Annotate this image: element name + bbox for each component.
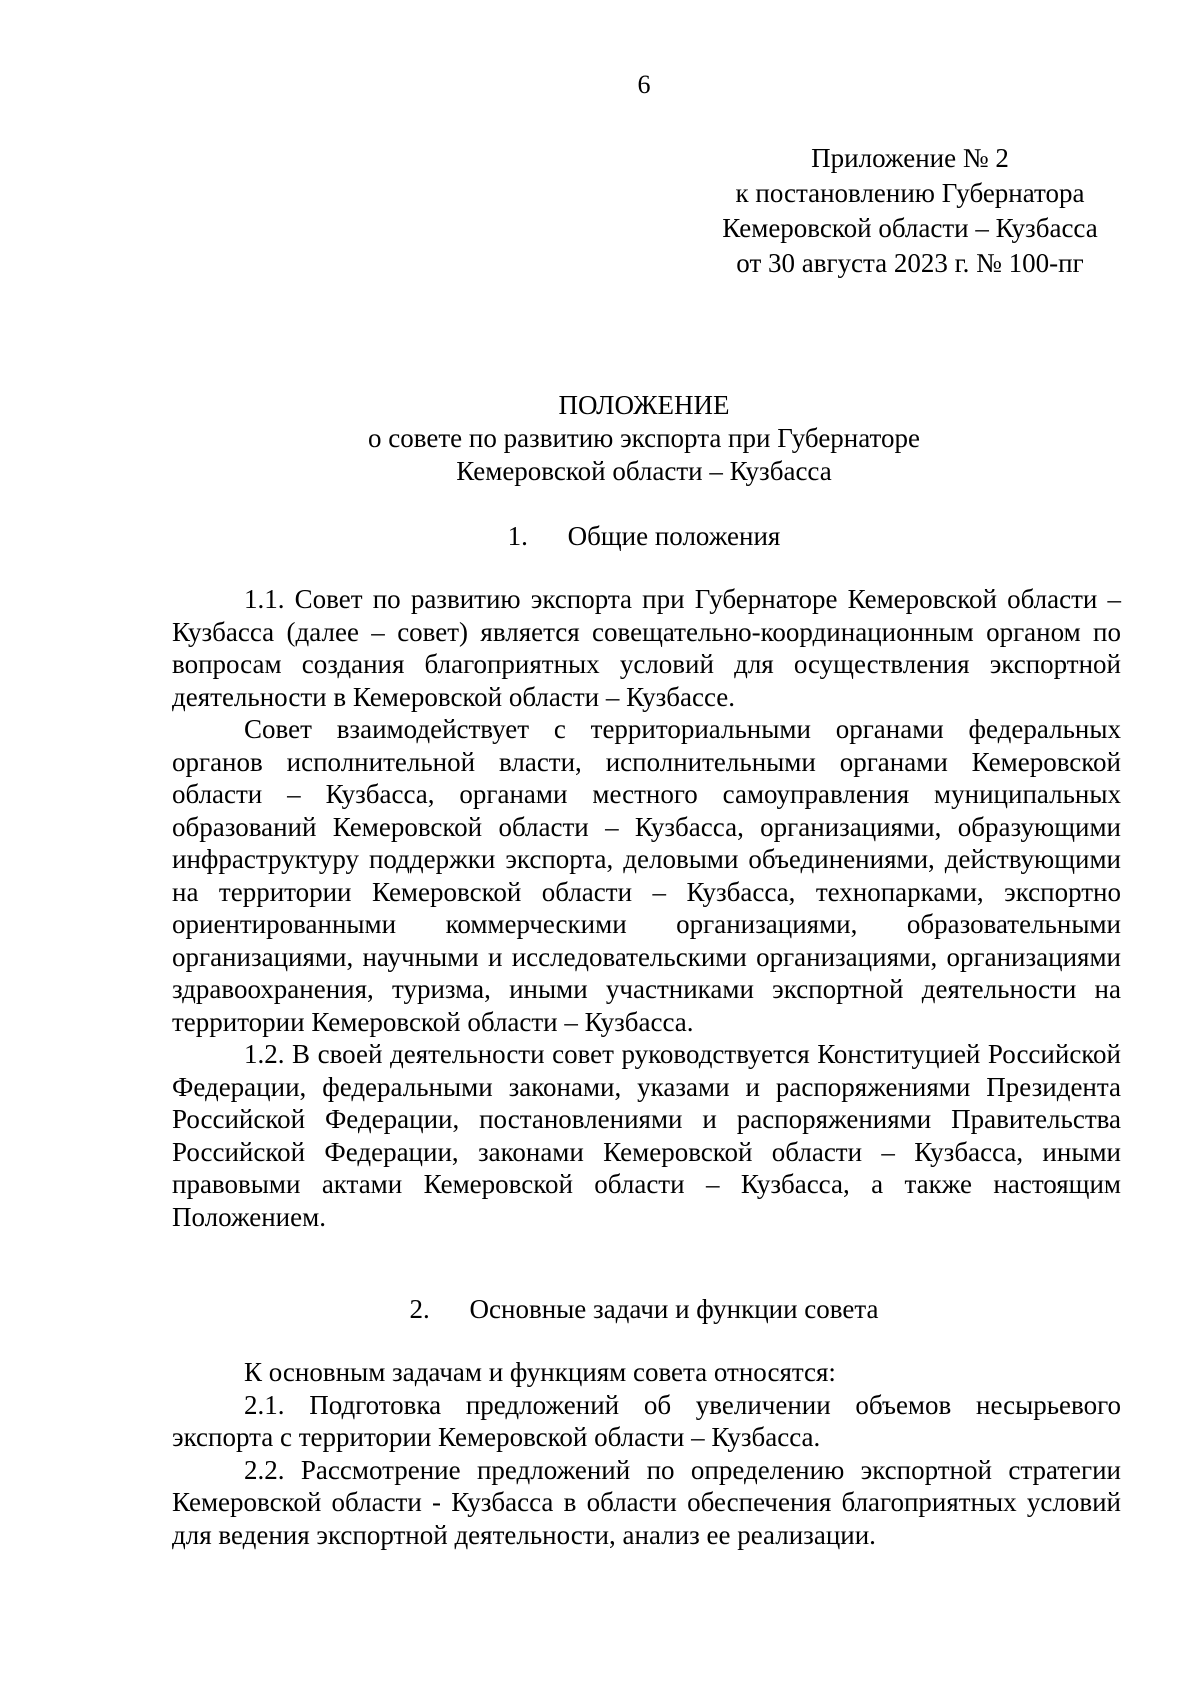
section-number: 2. — [409, 1294, 430, 1324]
section-number: 1. — [507, 521, 528, 551]
paragraph: Совет взаимодействует с территориальными органами федеральных органов исполнительной власти, исполнительными органами Кемеровской области – Кузбасса, органами местного самоуправления муниципальных образований Кемеровской области – Кузбасса, организациями, образующими инфраструктуру поддержки экспорта, деловыми объединениями, действующими на территории Кемеровской области – Кузбасса, технопарками, экспортно ориентированными коммерческими организациями, образовательными организациями, научными и исследовательскими организациями, организациями здравоохранения, туризма, иными участниками экспортной деятельности на территории Кемеровской области – Кузбасса. — [172, 714, 1121, 1037]
title-subtitle: о совете по развитию экспорта при Губернаторе — [368, 423, 920, 453]
title-subtitle: Кемеровской области – Кузбасса — [456, 456, 832, 486]
paragraph: 1.1. Совет по развитию экспорта при Губернаторе Кемеровской области – Кузбасса (далее – совет) является совещательно-координационным органом по вопросам создания благоприятных условий для осуществления экспортной деятельности в Кемеровской области – Кузбассе. — [172, 584, 1121, 712]
document-title — [0, 389, 1200, 488]
section-1-heading — [0, 521, 1200, 552]
paragraph: К основным задачам и функциям совета относятся: — [244, 1357, 836, 1387]
paragraph: 2.1. Подготовка предложений об увеличении объемов несырьевого экспорта с территории Кемеровской области – Кузбасса. — [172, 1389, 1121, 1452]
appendix-line: Приложение № 2 — [811, 143, 1009, 173]
appendix-block — [700, 141, 1120, 281]
section-title: Общие положения — [567, 521, 781, 551]
paragraph: 1.2. В своей деятельности совет руководствуется Конституцией Российской Федерации, федеральными законами, указами и распоряжениями Президента Российской Федерации, постановлениями и распоряжениями Правительства Российской Федерации, законами Кемеровской области – Кузбасса, иными правовыми актами Кемеровской области – Кузбасса, а также настоящим Положением. — [172, 1039, 1121, 1232]
appendix-line: от 30 августа 2023 г. № 100-пг — [736, 248, 1084, 278]
section-2-heading — [0, 1294, 1200, 1325]
appendix-line: Кемеровской области – Кузбасса — [722, 213, 1098, 243]
page-number: 6 — [637, 70, 651, 99]
section-2-body — [172, 1356, 1121, 1551]
appendix-line: к постановлению Губернатора — [735, 178, 1085, 208]
paragraph: 2.2. Рассмотрение предложений по определению экспортной стратегии Кемеровской области - Кузбасса в области обеспечения благоприятных условий для ведения экспортной деятельности, анализ ее реализации. — [172, 1454, 1121, 1550]
section-1-body — [172, 583, 1121, 1233]
title-heading: ПОЛОЖЕНИЕ — [558, 390, 730, 420]
section-title: Основные задачи и функции совета — [469, 1294, 879, 1324]
